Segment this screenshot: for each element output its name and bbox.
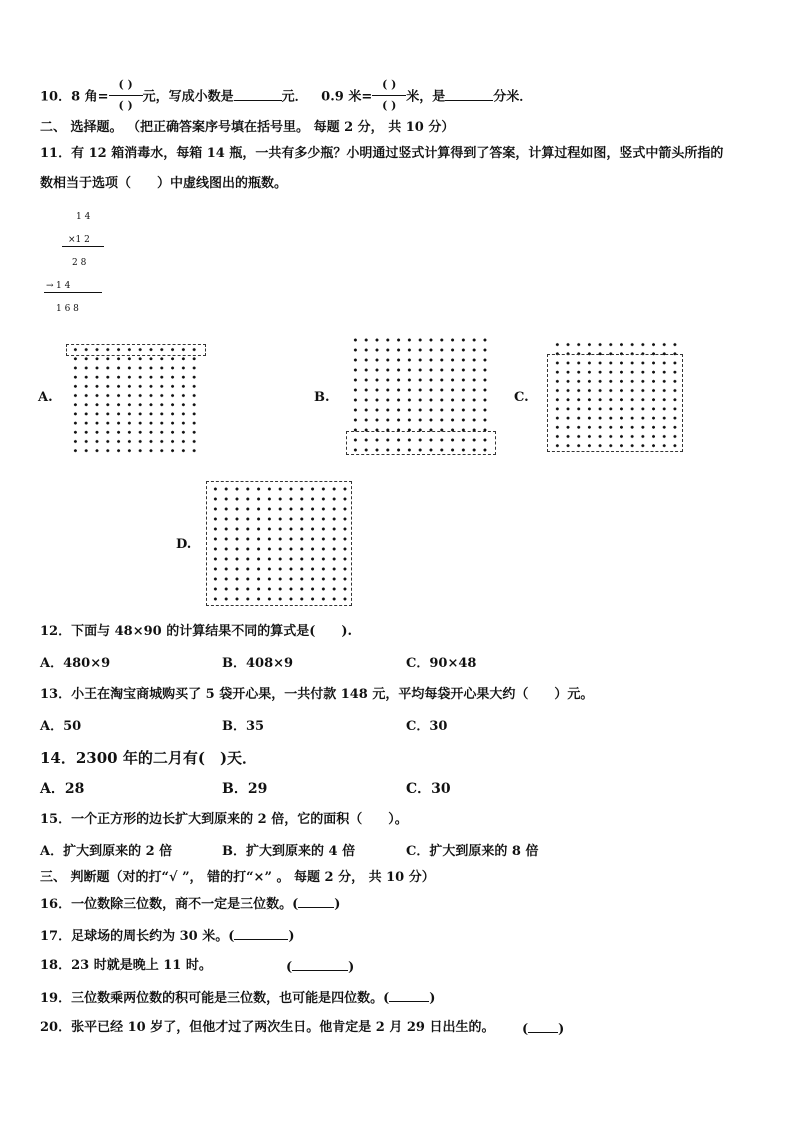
calc-arrow: →: [46, 281, 54, 291]
calc-row-4: 1 4: [56, 281, 71, 291]
option-a-label: A.: [38, 390, 53, 405]
q19-close: ): [429, 991, 436, 1006]
calc-row-3: 2 8: [72, 258, 87, 268]
q15-option-b[interactable]: B．扩大到原来的 4 倍: [222, 844, 356, 859]
q10-text-5: 米，是: [406, 89, 446, 105]
q14-option-a[interactable]: A．28: [40, 781, 85, 797]
q13-stem: 13．小王在淘宝商城购买了 5 袋开心果，一共付款 148 元，平均每袋开心果大约（ ）元。: [40, 687, 594, 702]
q12-option-a[interactable]: A．480×9: [40, 656, 111, 671]
q10-text-3: 元．: [281, 89, 308, 105]
fraction-numerator: ( ): [382, 78, 397, 91]
question-10: [40, 78, 532, 116]
calc-row-5: 1 6 8: [56, 304, 79, 314]
section-2-heading: 二、 选择题。 （把正确答案序号填在括号里。 每题 2 分， 共 10 分）: [40, 120, 455, 135]
option-d-label: D.: [176, 537, 192, 552]
q13-option-c[interactable]: C．30: [406, 719, 448, 734]
q18-answer-blank[interactable]: [292, 958, 348, 971]
calc-line-1: [62, 246, 104, 247]
q17-close: ): [288, 929, 295, 944]
option-a-dots: [70, 345, 200, 455]
calc-line-2: [44, 292, 102, 293]
option-d-dashed-box: [206, 481, 352, 606]
q20-close: ): [558, 1022, 565, 1037]
q13-option-b[interactable]: B．35: [222, 719, 265, 734]
q10-fraction-1: [109, 78, 143, 116]
q12-option-c[interactable]: C．90×48: [406, 656, 477, 671]
calc-row-2: ×1 2: [68, 235, 90, 245]
q19: [40, 989, 435, 1007]
q12-option-b[interactable]: B．408×9: [222, 656, 294, 671]
q18-answer: [286, 958, 354, 976]
q17: [40, 927, 295, 945]
q19-answer-blank[interactable]: [389, 989, 429, 1002]
q14-option-b[interactable]: B．29: [222, 781, 268, 797]
section-3-heading: 三、 判断题（对的打“√ ”， 错的打“×” 。 每题 2 分， 共 10 分）: [40, 870, 435, 885]
q18-close: ): [348, 960, 355, 975]
q15-stem: 15．一个正方形的边长扩大到原来的 2 倍，它的面积（ ）。: [40, 812, 408, 827]
option-b-dashed-box: [346, 431, 496, 455]
q16-answer-blank[interactable]: [298, 895, 334, 908]
q14-option-c[interactable]: C．30: [406, 781, 451, 797]
q15-option-c[interactable]: C．扩大到原来的 8 倍: [406, 844, 539, 859]
option-b-label: B.: [314, 390, 330, 405]
q10-text-2: 元，写成小数是: [142, 89, 234, 105]
q18-open: (: [286, 960, 293, 975]
q16-stem: 16．一位数除三位数，商不一定是三位数。(: [40, 897, 299, 912]
q11-line-2: 数相当于选项（ ）中虚线图出的瓶数。: [40, 176, 288, 191]
q11-line-1: 11．有 12 箱消毒水，每箱 14 瓶，一共有多少瓶？小明通过竖式计算得到了答案，计算过程如图，竖式中箭头所指的: [40, 146, 724, 161]
q19-stem: 19．三位数乘两位数的积可能是三位数，也可能是四位数。(: [40, 991, 390, 1006]
option-a-dashed-box: [66, 344, 206, 356]
q20-answer: [522, 1020, 564, 1038]
q20-stem: 20．张平已经 10 岁了，但他才过了两次生日。他肯定是 2 月 29 日出生的。: [40, 1020, 495, 1035]
q17-stem: 17．足球场的周长约为 30 米。(: [40, 929, 235, 944]
q10-text-4: 0.9 米=: [321, 89, 373, 105]
q10-blank-1[interactable]: [234, 88, 282, 101]
fraction-denominator: ( ): [118, 99, 133, 112]
q12-stem: 12．下面与 48×90 的计算结果不同的算式是( ).: [40, 624, 353, 639]
q14-stem: 14．2300 年的二月有( )天．: [40, 749, 258, 767]
q18-stem: 18．23 时就是晚上 11 时。: [40, 958, 212, 973]
q20-open: (: [522, 1022, 529, 1037]
option-c-label: C.: [514, 390, 529, 405]
q17-answer-blank[interactable]: [234, 927, 288, 940]
q10-text-1: 8 角=: [71, 89, 109, 105]
q10-number: 10．: [40, 89, 72, 105]
q16: [40, 895, 340, 913]
calc-row-1: 1 4: [76, 212, 91, 222]
option-c-dashed-box: [547, 354, 683, 452]
q13-option-a[interactable]: A．50: [40, 719, 82, 734]
q16-close: ): [334, 897, 341, 912]
q10-text-6: 分米．: [493, 89, 533, 105]
fraction-denominator: ( ): [382, 99, 397, 112]
q20-answer-blank[interactable]: [528, 1020, 558, 1033]
q10-blank-2[interactable]: [445, 88, 493, 101]
fraction-numerator: ( ): [118, 78, 133, 91]
q10-fraction-2: [372, 78, 406, 116]
q15-option-a[interactable]: A．扩大到原来的 2 倍: [40, 844, 173, 859]
